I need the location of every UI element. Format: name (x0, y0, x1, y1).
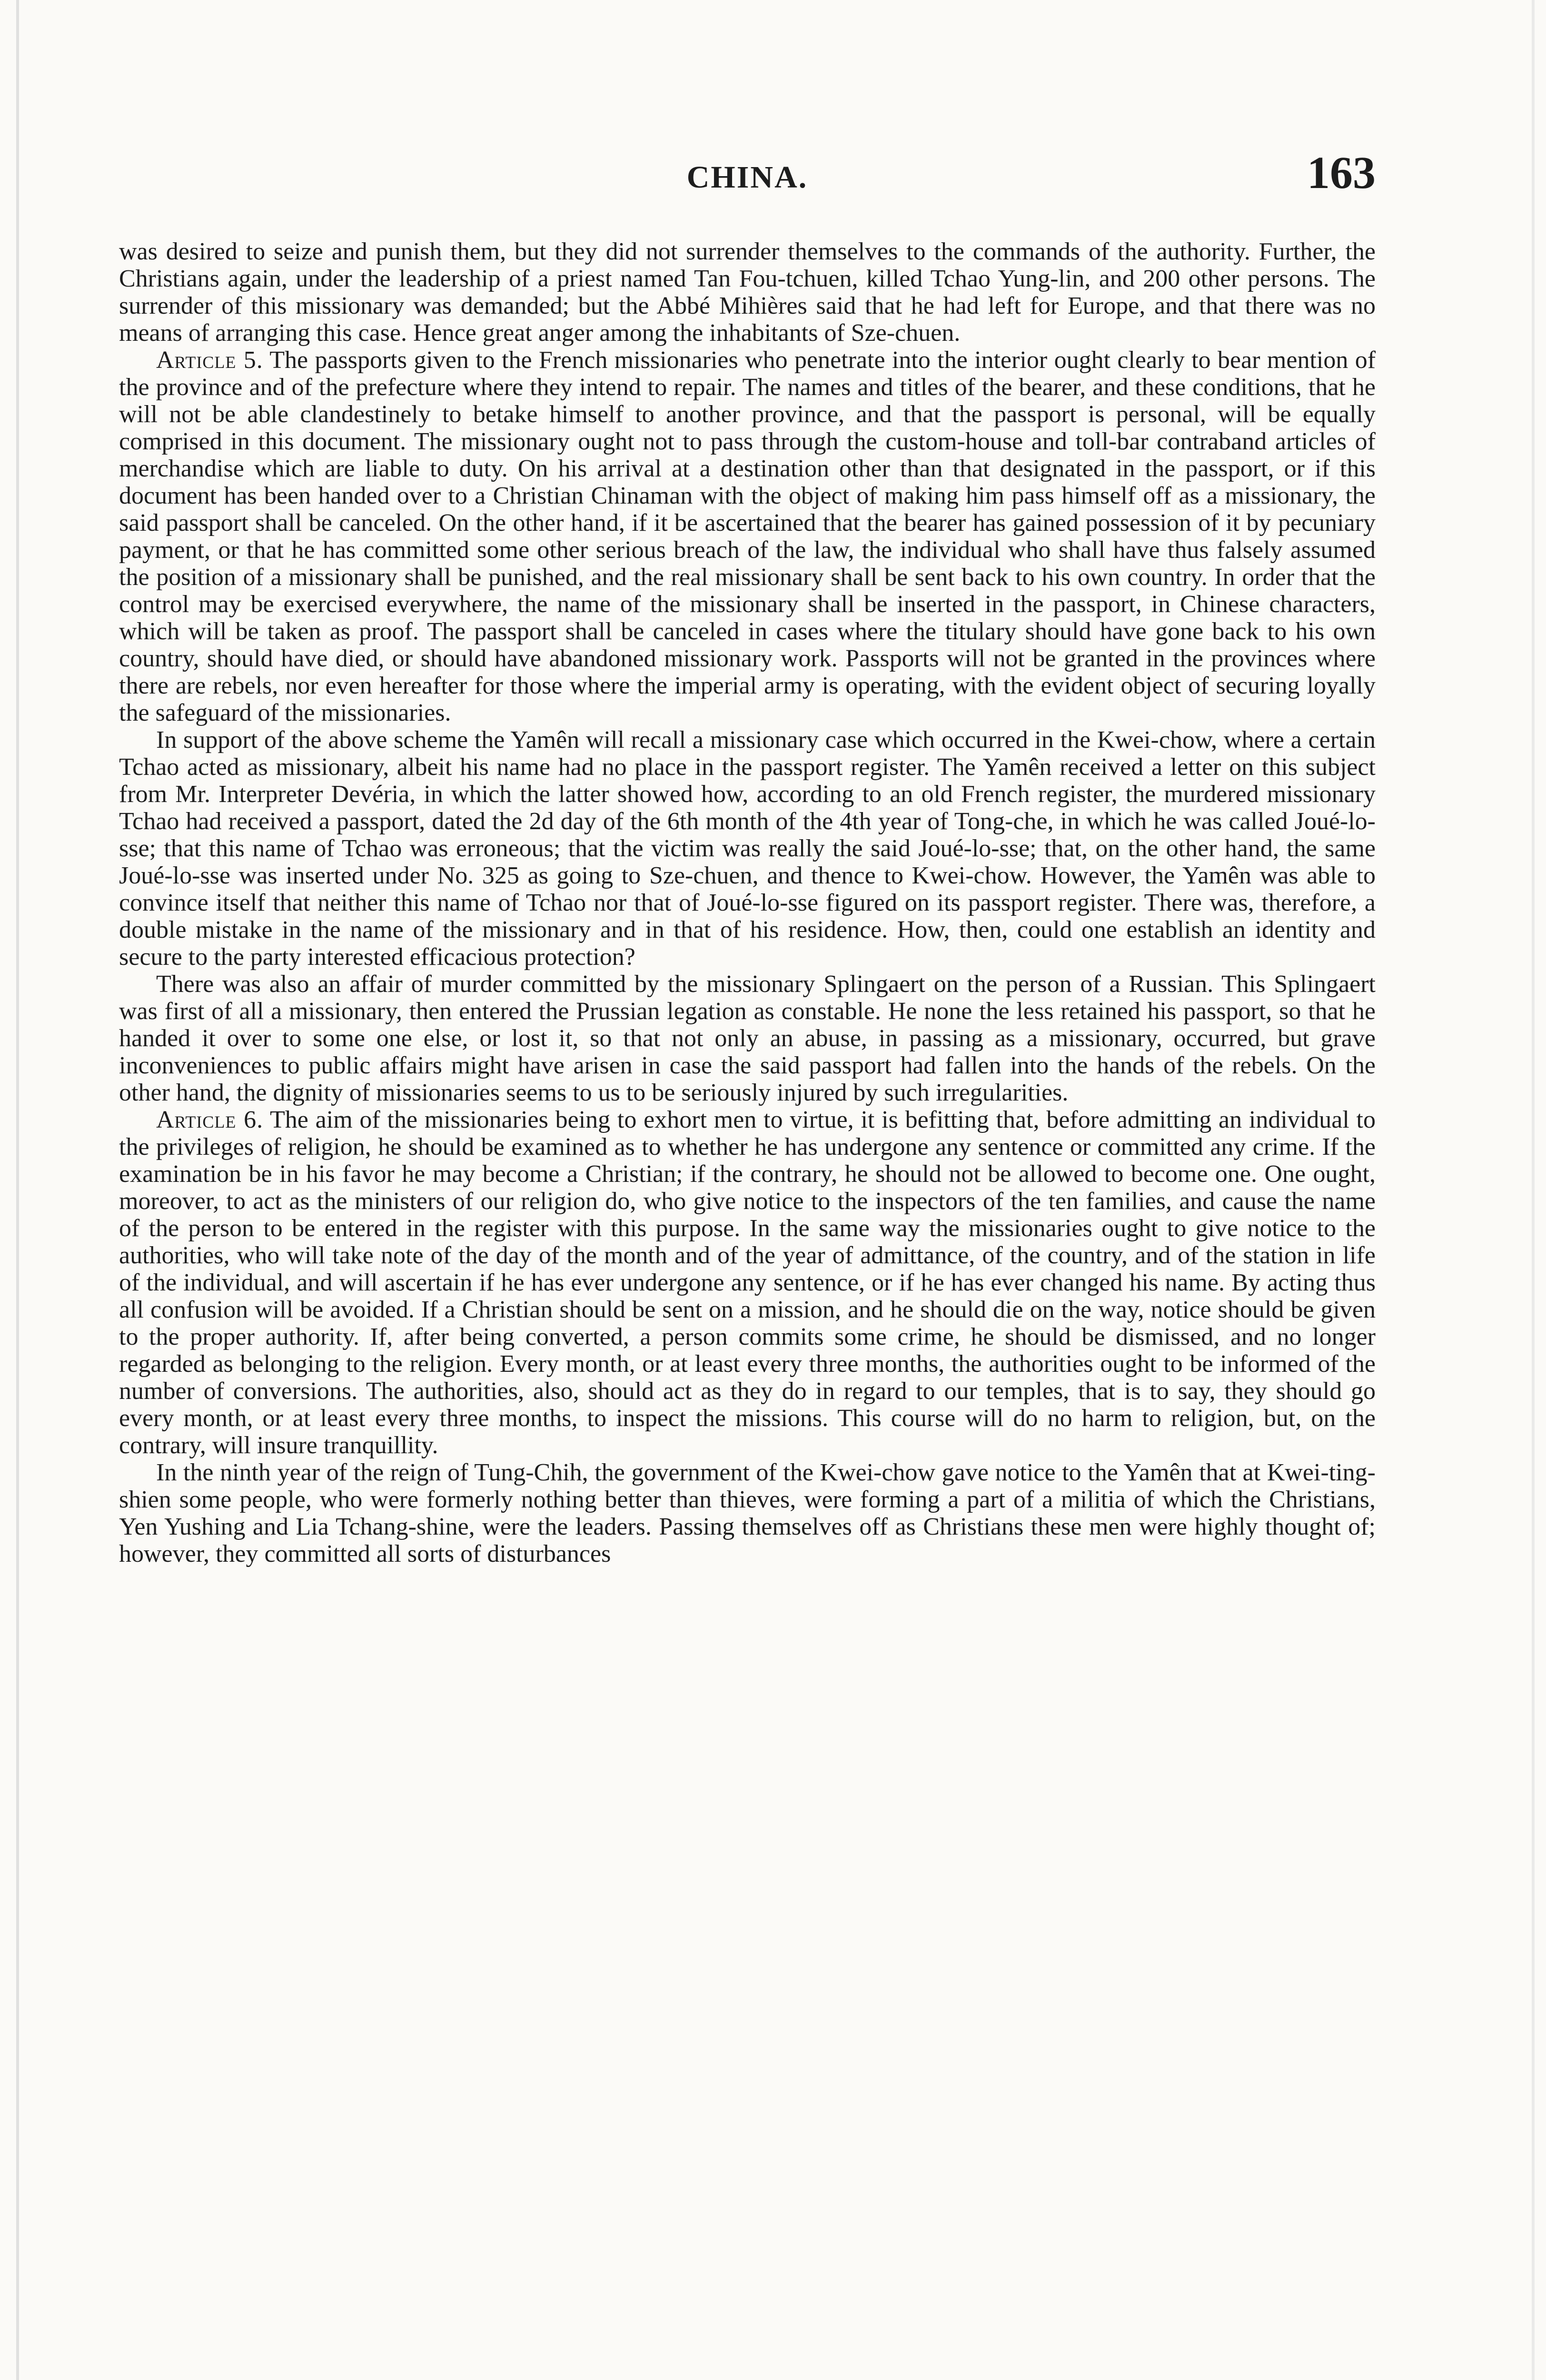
paragraph-kwei-chow-case (119, 726, 1376, 971)
paragraph-text: In support of the above scheme the Yamên will recall a missionary case which occurred in the Kwei-chow, where a certain Tchao acted as missionary, albeit his name had no place in the passport register. The Yamên received a letter on this subject from Mr. Interpreter Devéria, in which the latter showed how, according to an old French register, the murdered missionary Tchao had received a passport, dated the 2d day of the 6th month of the 4th year of Tong-che, in which he was called Joué-lo-sse; that this name of Tchao was erroneous; that the victim was really the said Joué-lo-sse; that, on the other hand, the same Joué-lo-sse was inserted under No. 325 as going to Sze-chuen, and thence to Kwei-chow. However, the Yamên was able to convince itself that neither this name of Tchao nor that of Joué-lo-sse figured on its passport register. There was, therefore, a double mistake in the name of the missionary and in that of his residence. How, then, could one establish an identity and secure to the party interested efficacious protection? (119, 726, 1376, 971)
right-page-edge (1532, 0, 1535, 2380)
running-title: CHINA. (686, 160, 808, 195)
article-label: Article 6. (156, 1106, 264, 1133)
body-text (119, 238, 1376, 1567)
left-page-edge (16, 0, 19, 2380)
paragraph-splingaert-case (119, 971, 1376, 1106)
paragraph-article-6 (119, 1106, 1376, 1459)
paragraph-text: The passports given to the French missionaries who penetrate into the interior ought clearly to bear mention of the province and of the prefecture where they intend to repair. The names and titles of the bearer, and these conditions, that he will not be able clandestinely to betake himself to another province, and that the passport is personal, will be equally comprised in this document. The missionary ought not to pass through the custom-house and toll-bar contraband articles of merchandise which are liable to duty. On his arrival at a destination other than that designated in the passport, or if this document has been handed over to a Christian Chinaman with the object of making him pass himself off as a missionary, the said passport shall be canceled. On the other hand, if it be ascertained that the bearer has gained possession of it by pecuniary payment, or that he has committed some other serious breach of the law, the individual who shall have thus falsely assumed the position of a missionary shall be punished, and the real missionary shall be sent back to his own country. In order that the control may be exercised everywhere, the name of the missionary shall be inserted in the passport, in Chinese characters, which will be taken as proof. The passport shall be canceled in cases where the titulary should have gone back to his own country, should have died, or should have abandoned missionary work. Passports will not be granted in the provinces where there are rebels, nor even hereafter for those where the imperial army is operating, with the evident object of securing loyally the safeguard of the missionaries. (119, 347, 1376, 726)
paragraph-continuation (119, 238, 1376, 347)
article-label: Article 5. (156, 347, 263, 374)
page-header (119, 147, 1376, 221)
paragraph-article-5 (119, 347, 1376, 726)
page-number: 163 (1307, 147, 1376, 198)
paragraph-text: The aim of the missionaries being to exhort men to virtue, it is befitting that, before admitting an individual to the privileges of religion, he should be examined as to whether he has undergone any sentence or committed any crime. If the examination be in his favor he may become a Christian; if the contrary, he should not be allowed to become one. One ought, moreover, to act as the ministers of our religion do, who give notice to the inspectors of the ten families, and cause the name of the person to be entered in the register with this purpose. In the same way the missionaries ought to give notice to the authorities, who will take note of the day of the month and of the year of admittance, of the country, and of the station in life of the individual, and will ascertain if he has ever undergone any sentence, or if he has ever changed his name. By acting thus all confusion will be avoided. If a Christian should be sent on a mission, and he should die on the way, notice should be given to the proper authority. If, after being converted, a person commits some crime, he should be dismissed, and no longer regarded as belonging to the religion. Every month, or at least every three months, the authorities ought to be informed of the number of conversions. The authorities, also, should act as they do in regard to our temples, that is to say, they should go every month, or at least every three months, to inspect the missions. This course will do no harm to religion, but, on the contrary, will insure tranquillity. (119, 1106, 1376, 1459)
paragraph-text: There was also an affair of murder committed by the missionary Splingaert on the person of a Russian. This Splingaert was first of all a missionary, then entered the Prussian legation as constable. He none the less retained his passport, so that he handed it over to some one else, or lost it, so that not only an abuse, in passing as a missionary, occurred, but grave inconveniences to public affairs might have arisen in case the said passport had fallen into the hands of the rebels. On the other hand, the dignity of missionaries seems to us to be seriously injured by such irregularities. (119, 971, 1376, 1106)
paragraph-kwei-ting-shien (119, 1459, 1376, 1567)
paragraph-text: was desired to seize and punish them, but they did not surrender themselves to the commands of the authority. Further, the Christians again, under the leadership of a priest named Tan Fou-tchuen, killed Tchao Yung-lin, and 200 other persons. The surrender of this missionary was demanded; but the Abbé Mihières said that he had left for Europe, and that there was no means of arranging this case. Hence great anger among the inhabitants of Sze-chuen. (119, 238, 1376, 347)
paragraph-text: In the ninth year of the reign of Tung-Chih, the government of the Kwei-chow gave notice to the Yamên that at Kwei-ting-shien some people, who were formerly nothing better than thieves, were forming a part of a militia of which the Christians, Yen Yushing and Lia Tchang-shine, were the leaders. Passing themselves off as Christians these men were highly thought of; however, they committed all sorts of disturbances (119, 1459, 1376, 1567)
